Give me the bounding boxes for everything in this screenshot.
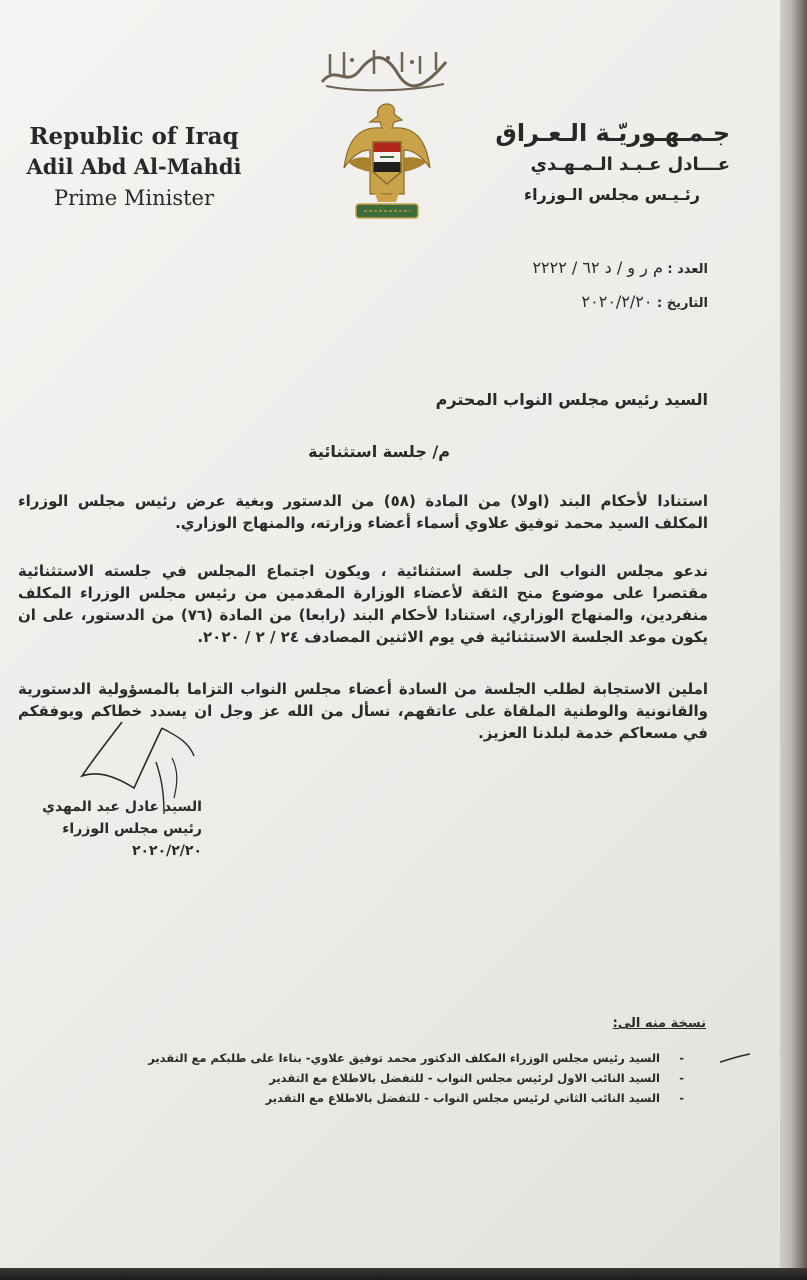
letterhead-name-en: Adil Abd Al-Mahdi bbox=[26, 154, 242, 179]
letterhead-country-en: Republic of Iraq bbox=[29, 123, 239, 150]
reference-number-label: العدد : bbox=[667, 262, 708, 277]
iraq-eagle-emblem bbox=[340, 98, 434, 228]
signatory-date: ٢٠٢٠/٢/٢٠ bbox=[131, 843, 202, 859]
copy-recipient: السيد النائب الاول لرئيس مجلس النواب - للتفضل بالاطلاع مع التقدير bbox=[269, 1071, 660, 1085]
reference-block bbox=[532, 252, 708, 320]
letterhead-english bbox=[14, 122, 254, 214]
reference-date-value: ٢٠٢٠/٢/٢٠ bbox=[581, 292, 653, 311]
copies-title: نسخة منه الى: bbox=[612, 1016, 706, 1031]
body-paragraph: استنادا لأحكام البند (اولا) من المادة (٥٨) من الدستور وبغية عرض رئيس مجلس الوزراء المكلف السيد محمد توفيق علاوي أسماء أعضاء وزارته، والمنهاج الوزاري. bbox=[18, 492, 708, 532]
body-paragraph: ندعو مجلس النواب الى جلسة استثنائية ، ويكون اجتماع المجلس في جلسته الاستثنائية مقتصرا على موضوع منح الثقة لأعضاء الوزارة المقدمين من رئيس مجلس الوزراء المكلف منفردين، والمنهاج الوزاري، استنادا لأحكام البند (رابعا) من المادة (٧٦) من الدستور، على ان يكون موعد الجلسة الاستثنائية في يوم الاثنين المصادف ٢٤ / ٢ / ٢٠٢٠. bbox=[18, 562, 708, 646]
reference-number-row bbox=[532, 252, 708, 286]
signatory-name: السيد عادل عبد المهدي bbox=[42, 799, 202, 815]
copies-list bbox=[64, 1048, 684, 1108]
table-surface bbox=[0, 1268, 807, 1280]
paper-edge-shadow bbox=[780, 0, 807, 1280]
letterhead-title-en: Prime Minister bbox=[53, 186, 215, 210]
subject-line: م/ جلسة استثنائية bbox=[308, 442, 450, 461]
reference-date-label: التاريخ : bbox=[657, 296, 708, 311]
copy-recipient: السيد النائب الثاني لرئيس مجلس النواب - للتفضل بالاطلاع مع التقدير bbox=[265, 1091, 660, 1105]
signatory-block bbox=[22, 796, 202, 862]
body-paragraph: املين الاستجابة لطلب الجلسة من السادة أعضاء مجلس النواب التزاما بالمسؤولية الدستورية والقانونية والوطنية الملقاة على عاتقهم، نسأل من الله عز وجل ان يسدد خطاكم ويوفقكم في مسعاكم خدمة لبلدنا العزيز. bbox=[18, 680, 708, 742]
letterhead-name-ar: عـــادل عـبـد الـمـهـدي bbox=[530, 154, 730, 175]
reference-date-row bbox=[532, 286, 708, 320]
copy-recipient: السيد رئيس مجلس الوزراء المكلف الدكتور محمد توفيق علاوي- بناءا على طلبكم مع التقدير bbox=[148, 1051, 660, 1065]
salutation: السيد رئيس مجلس النواب المحترم bbox=[435, 390, 708, 409]
letterhead-country-ar: جـمـهـوريّـة الـعـراق bbox=[495, 119, 730, 147]
signatory-title: رئيس مجلس الوزراء bbox=[62, 821, 202, 837]
letterhead-arabic bbox=[430, 116, 730, 210]
reference-number-value: م ر و / د ٦٢ / ٢٢٢٢ bbox=[532, 258, 663, 277]
list-item: - السيد رئيس مجلس الوزراء المكلف الدكتور محمد توفيق علاوي- بناءا على طلبكم مع التقدير bbox=[148, 1051, 684, 1065]
list-item: - السيد النائب الاول لرئيس مجلس النواب - للتفضل بالاطلاع مع التقدير bbox=[269, 1071, 684, 1085]
letterhead-title-ar: رئـيـس مجلس الـوزراء bbox=[523, 185, 700, 204]
pen-tick-mark bbox=[718, 1052, 752, 1064]
basmala-calligraphy bbox=[316, 44, 454, 94]
list-item: - السيد النائب الثاني لرئيس مجلس النواب - للتفضل بالاطلاع مع التقدير bbox=[265, 1091, 684, 1105]
